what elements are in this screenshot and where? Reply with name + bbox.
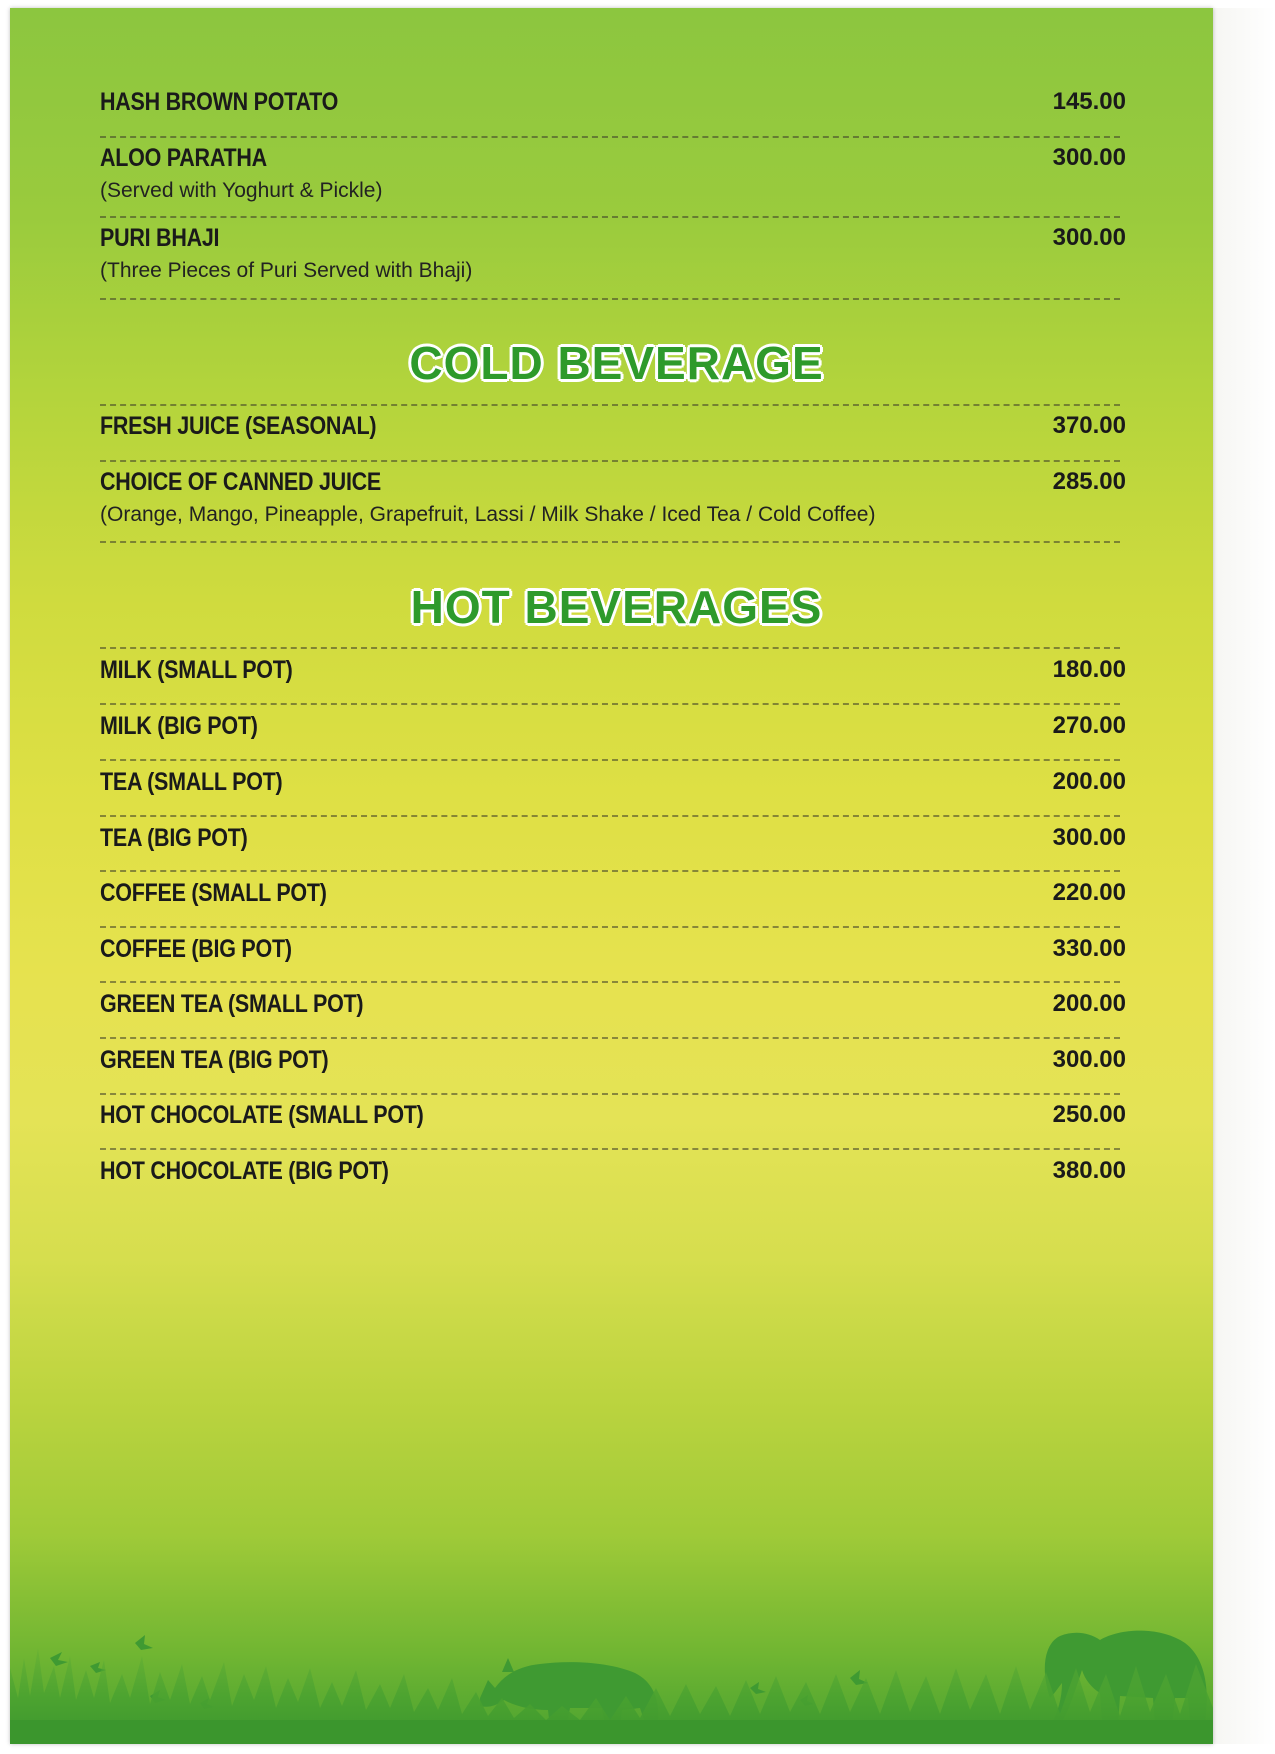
item-price: 285.00 [1052, 468, 1126, 495]
item-price: 370.00 [1052, 412, 1126, 439]
item-price: 300.00 [1052, 824, 1126, 851]
item-price: 300.00 [1052, 144, 1126, 171]
dashed-divider [100, 870, 1120, 872]
dashed-divider [100, 926, 1120, 928]
dashed-divider [100, 815, 1120, 817]
item-price: 300.00 [1052, 224, 1126, 251]
dashed-divider [100, 647, 1120, 649]
dashed-divider [100, 1037, 1120, 1039]
item-price: 380.00 [1052, 1157, 1126, 1184]
item-description: (Served with Yoghurt & Pickle) [100, 179, 383, 202]
item-name: TEA (BIG POT) [100, 824, 248, 852]
section-heading-hot-beverages: HOT BEVERAGES [410, 581, 823, 633]
dashed-divider [100, 404, 1120, 406]
dashed-divider [100, 759, 1120, 761]
item-name: FRESH JUICE (SEASONAL) [100, 412, 377, 440]
item-price: 200.00 [1052, 990, 1126, 1017]
item-name: HOT CHOCOLATE (SMALL POT) [100, 1101, 424, 1129]
dashed-divider [100, 1148, 1120, 1150]
item-name: ALOO PARATHA [100, 144, 267, 172]
dashed-divider [100, 298, 1120, 300]
item-name: HASH BROWN POTATO [100, 88, 339, 116]
dashed-divider [100, 136, 1120, 138]
item-price: 180.00 [1052, 656, 1126, 683]
item-price: 270.00 [1052, 712, 1126, 739]
item-name: PURI BHAJI [100, 224, 220, 252]
item-price: 220.00 [1052, 879, 1126, 906]
dashed-divider [100, 460, 1120, 462]
item-price: 200.00 [1052, 768, 1126, 795]
item-price: 250.00 [1052, 1101, 1126, 1128]
section-heading-cold-beverage: COLD BEVERAGE [409, 337, 824, 389]
item-price: 300.00 [1052, 1046, 1126, 1073]
dashed-divider [100, 216, 1120, 218]
item-price: 330.00 [1052, 935, 1126, 962]
item-name: MILK (BIG POT) [100, 712, 258, 740]
item-price: 145.00 [1052, 88, 1126, 115]
grass-silhouette-icon [10, 1548, 1213, 1744]
item-description: (Orange, Mango, Pineapple, Grapefruit, Lassi / Milk Shake / Iced Tea / Cold Coffee) [100, 503, 876, 526]
dashed-divider [100, 981, 1120, 983]
dashed-divider [100, 541, 1120, 543]
dashed-divider [100, 703, 1120, 705]
dashed-divider [100, 1093, 1120, 1095]
item-name: HOT CHOCOLATE (BIG POT) [100, 1157, 389, 1185]
item-name: COFFEE (SMALL POT) [100, 879, 327, 907]
item-name: COFFEE (BIG POT) [100, 935, 292, 963]
item-name: CHOICE OF CANNED JUICE [100, 468, 382, 496]
item-name: MILK (SMALL POT) [100, 656, 293, 684]
menu-page [10, 8, 1213, 1744]
item-name: GREEN TEA (BIG POT) [100, 1046, 329, 1074]
item-description: (Three Pieces of Puri Served with Bhaji) [100, 259, 473, 282]
paper-edge [1213, 8, 1275, 1744]
item-name: GREEN TEA (SMALL POT) [100, 990, 364, 1018]
wildlife-illustration [10, 1548, 1213, 1744]
item-name: TEA (SMALL POT) [100, 768, 283, 796]
